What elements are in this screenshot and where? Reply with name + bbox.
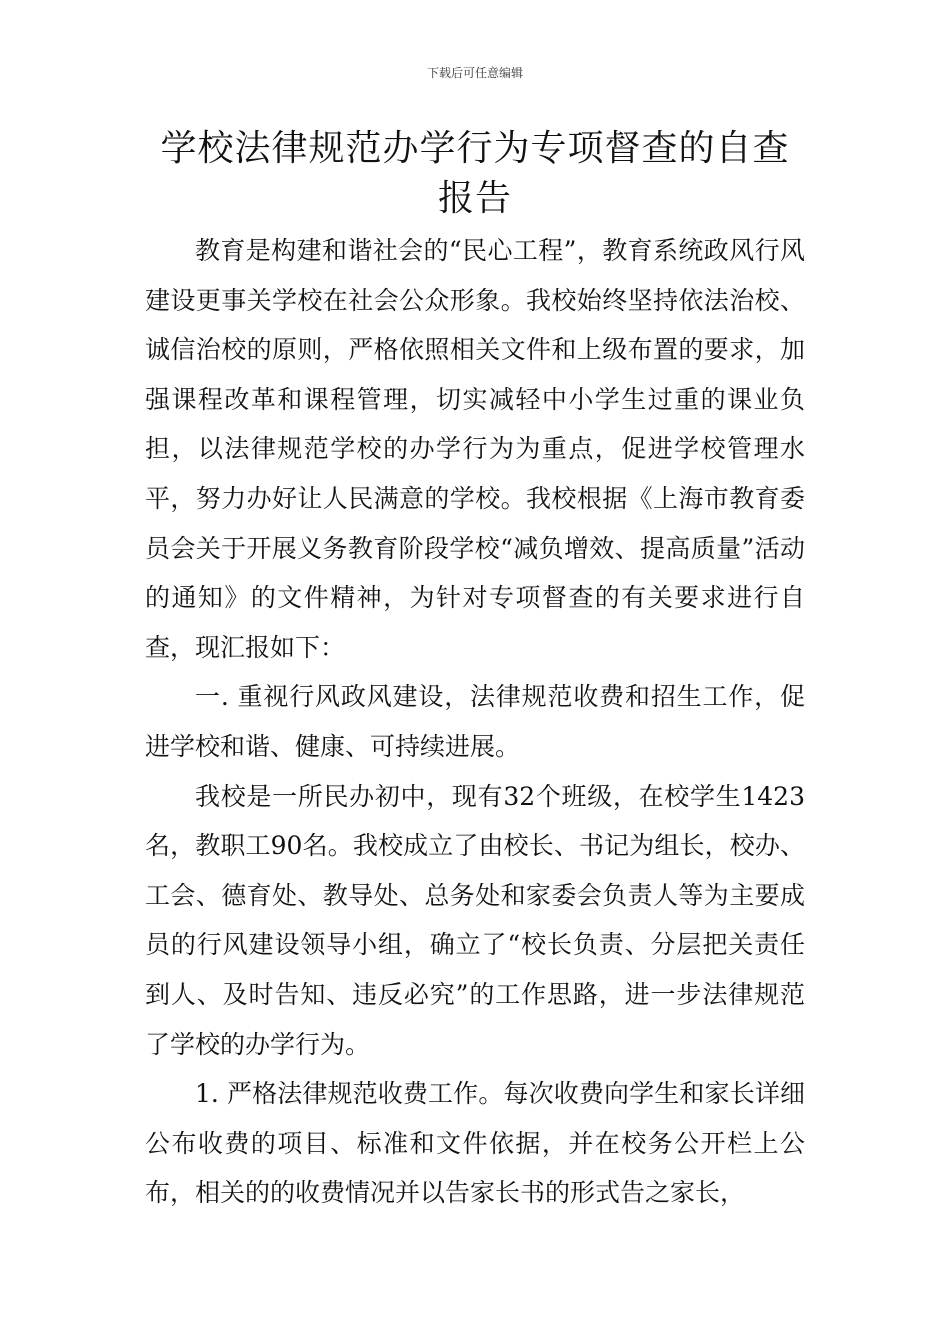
paragraph-fees: 1. 严格法律规范收费工作。每次收费向学生和家长详细公布收费的项目、标准和文件依据，并在校务公开栏上公布，相关的的收费情况并以告家长书的形式告之家长， — [145, 1079, 805, 1208]
paragraph-intro: 教育是构建和谐社会的“民心工程”，教育系统政风行风建设更事关学校在社会公众形象。我校始终坚持依法治校、诚信治校的原则，严格依照相关文件和上级布置的要求，加强课程改革和课程管理，切实减轻中小学生过重的课业负担，以法律规范学校的办学行为为重点，促进学校管理水平，努力办好让人民满意的学校。我校根据《上海市教育委员会关于开展义务教育阶段学校“减负增效、提高质量”活动的通知》的文件精神，为针对专项督查的有关要求进行自查，现汇报如下： — [145, 236, 805, 662]
paragraph-section-heading: 一. 重视行风政风建设，法律规范收费和招生工作，促进学校和谐、健康、可持续进展。 — [145, 682, 805, 761]
document-title: 学校法律规范办学行为专项督查的自查报告 — [160, 128, 790, 219]
document-body — [145, 226, 805, 1218]
paragraph-school-overview: 我校是一所民办初中，现有32个班级，在校学生1423名，教职工90名。我校成立了由校长、书记为组长，校办、工会、德育处、教导处、总务处和家委会负责人等为主要成员的行风建设领导小组，确立了“校长负责、分层把关责任到人、及时告知、违反必究”的工作思路，进一步法律规范了学校的办学行为。 — [145, 781, 805, 1059]
header-note: 下载后可任意编辑 — [426, 66, 523, 80]
